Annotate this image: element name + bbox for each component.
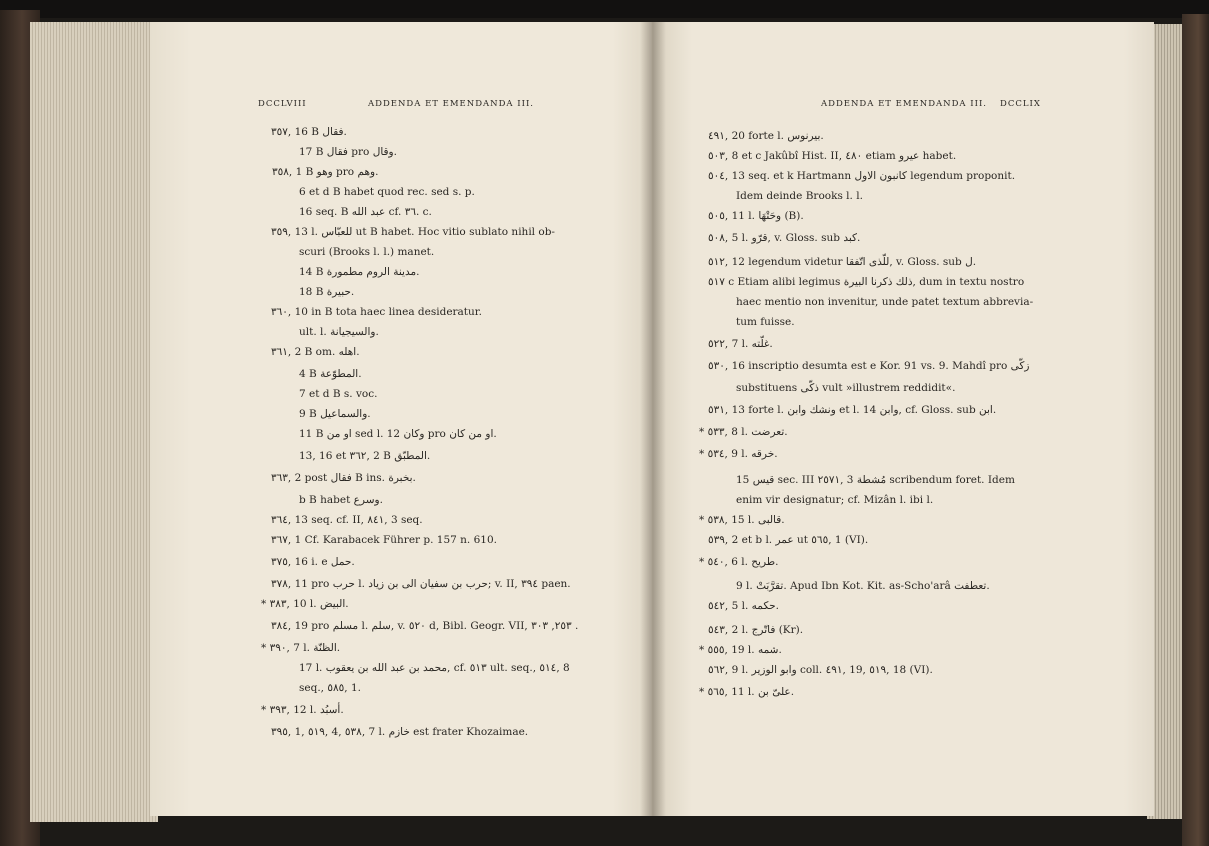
left-line: 7 et d B s. voc.: [299, 388, 378, 400]
left-line: 17 B فقال pro وقال.: [299, 146, 397, 158]
left-line: ٣٧٥, 16 i. e حمل.: [271, 556, 355, 568]
right-line: ٥٣١, 13 forte l. ونشك وابن et l. 14 وابن, cf. Gloss. sub ابن.: [708, 404, 997, 416]
right-line: ٥٣٠, 16 inscriptio desumta est e Kor. 91 vs. 9. Mahdî pro زكّى: [708, 360, 1030, 372]
left-line: * ٣٩٣, 12 l. أسبُد.: [261, 704, 344, 716]
left-line: ٣٨٤, 19 pro مسلم l. سلم, v. ٥٢٠ d, Bibl. Geogr. VII, ٢٥٣, ٣٠٣ .: [271, 620, 579, 632]
left-line: ٣٦٧, 1 Cf. Karabacek Führer p. 157 n. 610.: [271, 534, 497, 546]
left-line: 9 B والسماعيل.: [299, 408, 371, 420]
right-line: ٥٠٨, 5 l. قرّو, v. Gloss. sub كبد.: [708, 232, 861, 244]
left-line: ٣٦١, 2 B om. اهله.: [271, 346, 360, 358]
left-line: 13, 16 et ٣٦٢, 2 B المطبّق.: [299, 450, 431, 462]
left-line: b B habet وسرع.: [299, 494, 383, 506]
left-line: 18 B حبيرة.: [299, 286, 355, 298]
right-line: ٥٤٢, 5 l. حكمه.: [708, 600, 779, 612]
right-line: * ٥٥٥, 19 l. شمه.: [699, 644, 782, 656]
left-line: ٣٥٨, 1 B وهو pro وهم.: [272, 166, 379, 178]
left-line: ult. l. والسيجيانة.: [299, 326, 379, 338]
right-line: ٥١٧ c Etiam alibi legimus ذلك ذكرنا البيرة, dum in textu nostro: [708, 276, 1025, 288]
right-line: 15 قيس sec. III ٢٥٧١, 3 مُشطة scribendum foret. Idem: [736, 474, 1015, 486]
left-line: 16 seq. B عبد الله cf. ٣٦. c.: [299, 206, 432, 218]
left-line: ٣٧٨, 11 pro حرب l. حرب بن سفيان الى بن زياد; v. II, ٣٩٤ paen.: [271, 578, 571, 590]
right-line: ٥٠٤, 13 seq. et k Hartmann كانبون الاول legendum proponit.: [708, 170, 1016, 182]
book-gutter: [640, 22, 666, 816]
right-line: ٥٦٢, 9 l. وابو الوزير coll. ٤٩١, 19, ٥١٩, 18 (VI).: [708, 664, 933, 676]
right-page-number: DCCLIX: [1000, 99, 1041, 109]
right-line: ٥٣٩, 2 et b l. عمر ut ٥٦٥, 1 (VI).: [708, 534, 869, 546]
book-cover-top: [0, 0, 1209, 18]
left-page: [150, 22, 653, 816]
right-line: ٥٢٢, 7 l. غلّته.: [708, 338, 773, 350]
right-line: ٥٠٣, 8 et c Jakûbî Hist. II, ٤٨٠ etiam عيرو habet.: [708, 150, 957, 162]
right-line: ٤٩١, 20 forte l. بيرنوس.: [708, 130, 824, 142]
left-line: ٣٦٤, 13 seq. cf. II, ٨٤١, 3 seq.: [271, 514, 423, 526]
left-line: 4 B المطوّعة.: [299, 368, 362, 380]
page-edges-left: [30, 22, 158, 822]
left-page-number: DCCLVIII: [258, 99, 307, 109]
left-line: 17 l. محمد بن عبد الله بن يعقوب, cf. ٥١٣ ult. seq., ٥١٤, 8: [299, 662, 570, 674]
right-line: ٥٤٣, 2 l. فاتّرج (Kr).: [708, 624, 804, 636]
right-line: substituens ذكّى vult »illustrem reddidit«.: [736, 382, 956, 394]
left-line: scuri (Brooks l. l.) manet.: [299, 246, 435, 258]
left-line: ٣٥٧, 16 B فقال.: [271, 126, 347, 138]
left-line: 6 et d B habet quod rec. sed s. p.: [299, 186, 475, 198]
right-line: ٥١٢, 12 legendum videtur للّذى اتّفقا, v. Gloss. sub ل.: [708, 256, 977, 268]
right-line: * ٥٣٣, 8 l. تعرضت.: [699, 426, 788, 438]
left-running-head: ADDENDA ET EMENDANDA III.: [368, 99, 535, 109]
right-line: tum fuisse.: [736, 316, 795, 328]
right-line: haec mentio non invenitur, unde patet textum abbrevia-: [736, 296, 1034, 308]
right-line: * ٥٣٤, 9 l. خرقه.: [699, 448, 778, 460]
right-line: * ٥٣٨, 15 l. قالبى.: [699, 514, 785, 526]
right-line: * ٥٤٠, 6 l. طريح.: [699, 556, 779, 568]
right-line: enim vir designatur; cf. Mizân l. ibi l.: [736, 494, 934, 506]
right-running-head: ADDENDA ET EMENDANDA III.: [821, 99, 988, 109]
right-line: * ٥٦٥, 11 l. علىّ بن.: [699, 686, 795, 698]
left-line: 14 B مدينة الروم مطمورة.: [299, 266, 420, 278]
book-cover-right: [1182, 14, 1209, 846]
right-line: 9 l. تقرَّبَتْ. Apud Ibn Kot. Kit. as-Scho'arâ تعطفت.: [736, 580, 990, 592]
left-line: * ٣٨٣, 10 l. البيض.: [261, 598, 349, 610]
left-line: seq., ٥٨٥, 1.: [299, 682, 361, 694]
left-line: ٣٥٩, 13 l. للعبّاس ut B habet. Hoc vitio sublato nihil ob-: [271, 226, 555, 238]
right-line: ٥٠٥, 11 l. وحَتْهَا (B).: [708, 210, 804, 222]
right-line: Idem deinde Brooks l. l.: [736, 190, 863, 202]
left-line: * ٣٩٠, 7 l. الظنّة.: [261, 642, 341, 654]
left-line: 11 B او من sed l. 12 وكان pro او من كان.: [299, 428, 497, 440]
left-line: ٣٦٠, 10 in B tota haec linea desideratur.: [271, 306, 482, 318]
left-line: ٣٩٥, 1, ٥١٩, 4, ٥٣٨, 7 l. خازم est frater Khozaimae.: [271, 726, 529, 738]
left-line: ٣٦٣, 2 post فقال B ins. بخبرة.: [271, 472, 416, 484]
